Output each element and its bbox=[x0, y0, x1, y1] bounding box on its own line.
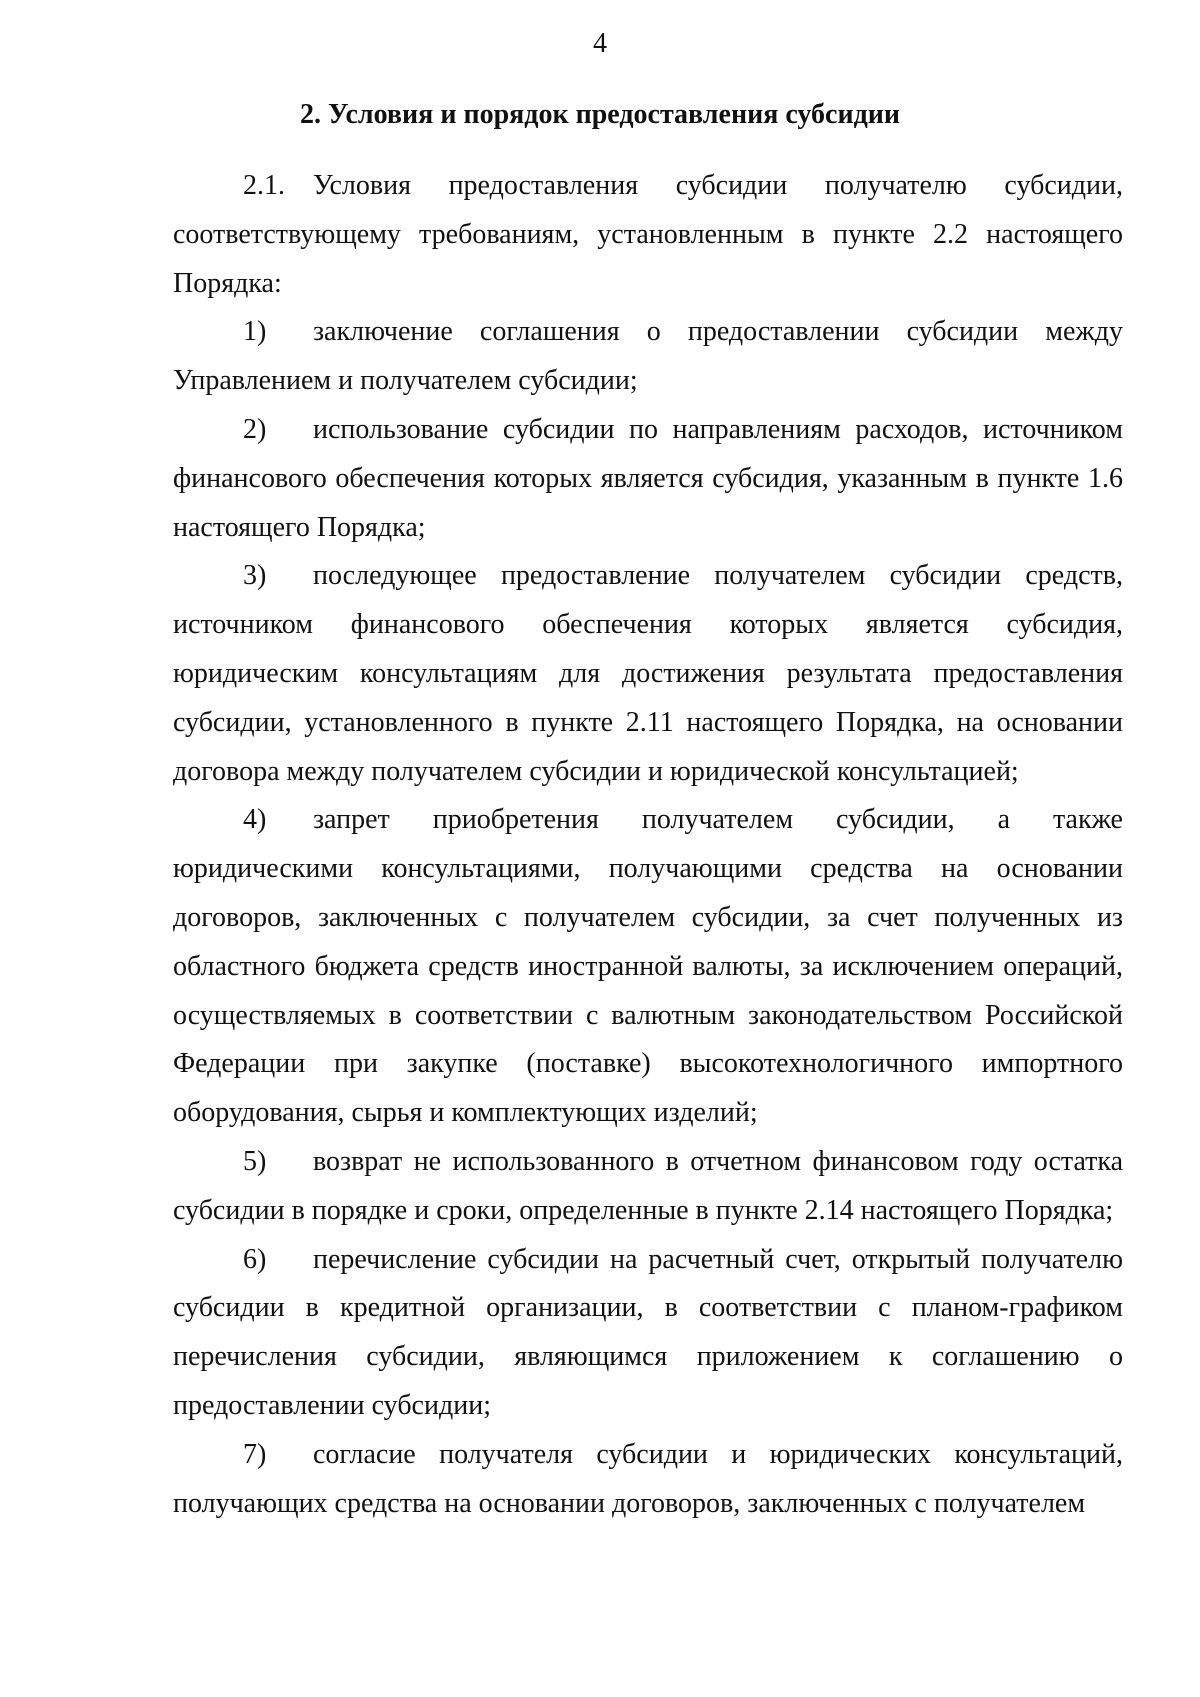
list-item-2 bbox=[173, 406, 1123, 552]
list-item-text: использование субсидии по направлениям расходов, источником финансового обеспечения которых является субсидия, указанным в пункте 1.6 настоящего Порядка; bbox=[173, 413, 1123, 543]
document-body bbox=[173, 162, 1123, 1528]
list-item-text: последующее предоставление получателем субсидии средств, источником финансового обеспечения которых является субсидия, юридическим консультациям для достижения результата предоставления субсидии, установленного в пункте 2.11 настоящего Порядка, на основании договора между получателем субсидии и юридической консультацией; bbox=[173, 560, 1123, 787]
list-item-6 bbox=[173, 1236, 1123, 1431]
list-item-number: 3) bbox=[243, 560, 267, 592]
list-item-text: перечисление субсидии на расчетный счет, открытый получателю субсидии в кредитной организации, в соответствии с планом-графиком перечисления субсидии, являющимся приложением к соглашению о предоставлении субсидии; bbox=[173, 1243, 1123, 1421]
section-heading: 2. Условия и порядок предоставления субсидии bbox=[299, 99, 901, 130]
page-number: 4 bbox=[593, 28, 607, 59]
list-item-1 bbox=[173, 308, 1123, 406]
list-item-text: заключение соглашения о предоставлении субсидии между Управлением и получателем субсидии; bbox=[173, 316, 1123, 397]
list-item-number: 1) bbox=[243, 316, 267, 348]
list-item-5 bbox=[173, 1138, 1123, 1236]
paragraph-number: 2.1. bbox=[243, 170, 285, 201]
list-item-number: 6) bbox=[243, 1243, 267, 1275]
list-item-number: 5) bbox=[243, 1145, 267, 1177]
list-item-3 bbox=[173, 552, 1123, 796]
list-item-number: 4) bbox=[243, 804, 267, 836]
list-item-text: запрет приобретения получателем субсидии, а также юридическими консультациями, получающими средства на основании договоров, заключенных с получателем субсидии, за счет полученных из областного бюджета средств иностранной валюты, за исключением операций, осуществляемых в соответствии с валютным законодательством Российской Федерации при закупке (поставке) высокотехнологичного импортного оборудования, сырья и комплектующих изделий; bbox=[173, 804, 1123, 1129]
list-item-text: возврат не использованного в отчетном финансовом году остатка субсидии в порядке и сроки, определенные в пункте 2.14 настоящего Порядка; bbox=[173, 1145, 1123, 1226]
paragraph-2-1 bbox=[173, 162, 1123, 308]
paragraph-text: Условия предоставления субсидии получателю субсидии, соответствующему требованиям, установленным в пункте 2.2 настоящего Порядка: bbox=[173, 170, 1123, 299]
list-item-number: 2) bbox=[243, 413, 267, 445]
list-item-7 bbox=[173, 1431, 1123, 1529]
list-item-number: 7) bbox=[243, 1438, 267, 1470]
list-item-text: согласие получателя субсидии и юридических консультаций, получающих средства на основании договоров, заключенных с получателем bbox=[173, 1438, 1123, 1519]
list-item-4 bbox=[173, 796, 1123, 1138]
